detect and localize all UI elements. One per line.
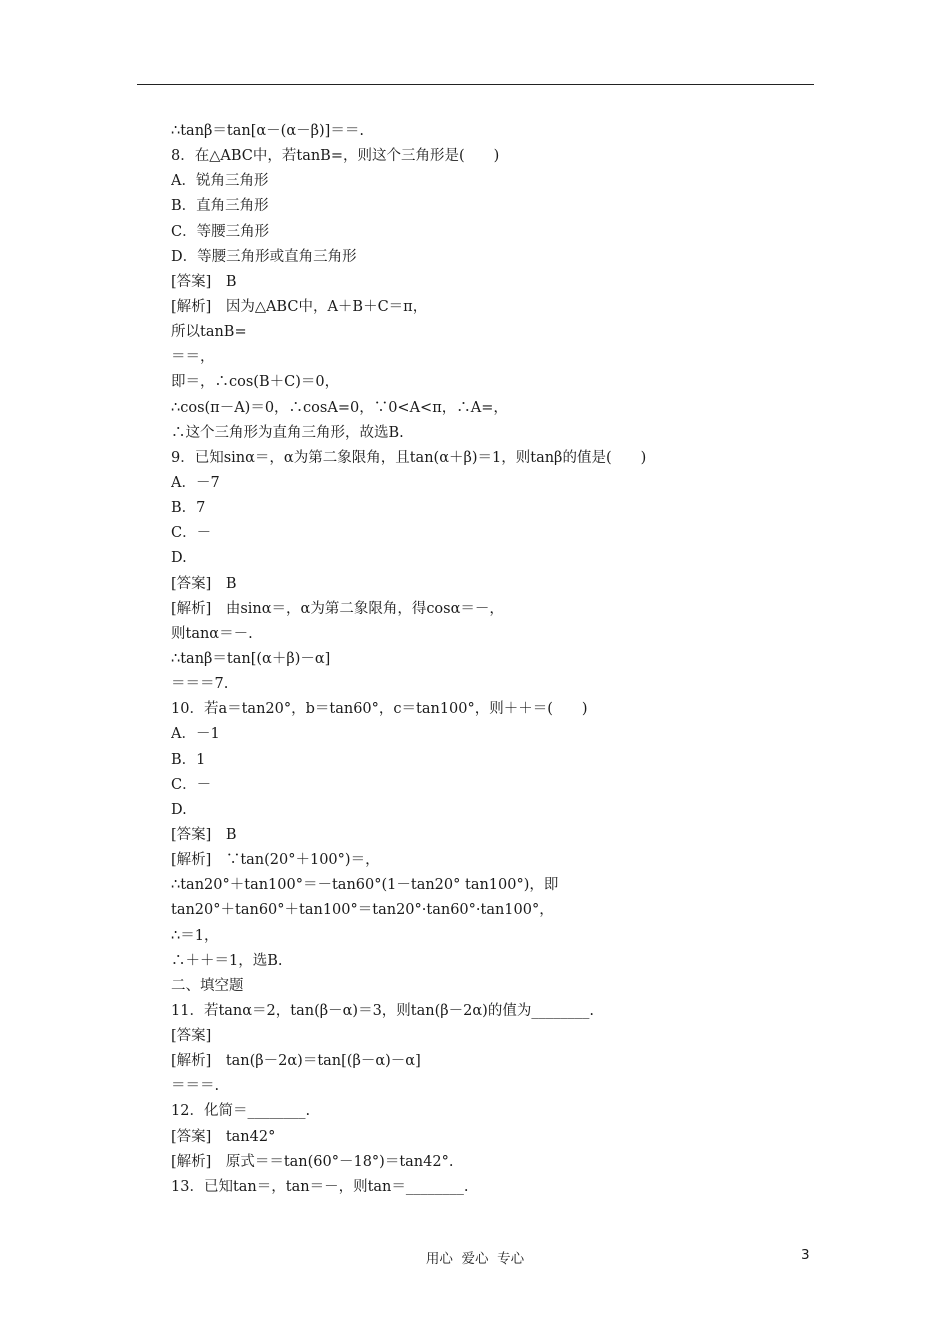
text-line: [答案] B — [171, 273, 237, 290]
text-line: ∴＋＋＝1，选B. — [171, 952, 283, 969]
text-line: [答案] tan42° — [171, 1128, 276, 1145]
text-line: [解析] tan(β－2α)＝tan[(β－α)－α] — [171, 1053, 421, 1070]
text-line: [解析] ∵tan(20°＋100°)＝， — [171, 852, 380, 869]
text-line: [答案] — [171, 1028, 212, 1045]
text-line: D．等腰三角形或直角三角形 — [171, 248, 357, 265]
text-line: [答案] B — [171, 826, 237, 843]
text-line: C．－ — [171, 525, 212, 542]
text-line: B．直角三角形 — [171, 198, 269, 215]
text-line: A．锐角三角形 — [171, 173, 269, 190]
text-line: B．7 — [171, 500, 206, 517]
text-line: A．－1 — [171, 726, 220, 743]
text-line: ＝＝， — [171, 349, 215, 366]
text-line: 则tanα＝－. — [171, 625, 253, 642]
text-line: 11．若tanα＝2，tan(β－α)＝3，则tan(β－2α)的值为________. — [171, 1002, 594, 1019]
text-line: D. — [171, 550, 187, 567]
text-line: C．等腰三角形 — [171, 223, 270, 240]
text-line: ∴cos(π－A)＝0，∴cosA=0，∵0<A<π，∴A=， — [171, 399, 508, 416]
text-line: tan20°＋tan60°＋tan100°＝tan20°·tan60°·tan100°， — [171, 902, 554, 919]
text-line: 所以tanB= — [171, 324, 247, 341]
text-line: D. — [171, 801, 187, 818]
text-line: [解析] 原式＝＝tan(60°－18°)＝tan42°. — [171, 1153, 454, 1170]
text-line: ∴tanβ＝tan[α－(α－β)]＝＝. — [171, 123, 364, 139]
document-body — [171, 119, 811, 1200]
text-line: 即＝，∴cos(B＋C)＝0， — [171, 374, 340, 391]
text-line: [解析] 由sinα＝，α为第二象限角，得cosα＝－， — [171, 600, 504, 617]
text-line: ∴tan20°＋tan100°＝－tan60°(1－tan20° tan100°)，即 — [171, 877, 559, 894]
text-line: [答案] B — [171, 575, 237, 592]
text-line: 二、填空题 — [171, 977, 244, 994]
footer-text: 用心 爱心 专心 — [425, 1251, 525, 1267]
page-number: 3 — [801, 1247, 810, 1263]
text-line: 8．在△ABC中，若tanB=，则这个三角形是( ) — [171, 148, 500, 165]
text-line: ∴＝1， — [171, 927, 219, 944]
text-line: B．1 — [171, 751, 206, 768]
text-line: A．－7 — [171, 474, 220, 491]
text-line: 10．若a＝tan20°，b＝tan60°，c＝tan100°，则＋＋＝( ) — [171, 701, 588, 718]
header-rule — [137, 84, 814, 85]
text-line: 13．已知tan＝，tan＝－，则tan＝________. — [171, 1178, 469, 1195]
text-line: ∴tanβ＝tan[(α＋β)－α] — [171, 650, 331, 667]
text-line: 12．化简＝________. — [171, 1103, 311, 1120]
text-line: ∴这个三角形为直角三角形，故选B. — [171, 424, 404, 441]
text-line: ＝＝＝. — [171, 1078, 220, 1095]
text-line: [解析] 因为△ABC中，A＋B＋C＝π， — [171, 298, 428, 315]
text-line: ＝＝＝7. — [171, 676, 229, 693]
text-line: 9．已知sinα＝，α为第二象限角，且tan(α＋β)＝1，则tanβ的值是( ) — [171, 449, 647, 466]
text-line: C．－ — [171, 776, 212, 793]
